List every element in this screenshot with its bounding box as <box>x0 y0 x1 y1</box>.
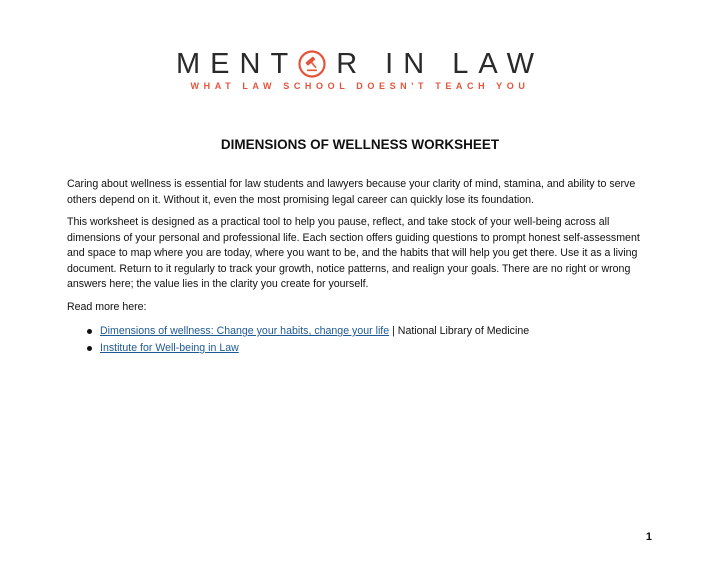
link-source: National Library of Medicine <box>397 325 530 337</box>
page-number: 1 <box>645 531 652 543</box>
gavel-icon <box>298 50 326 78</box>
intro-paragraph: Caring about wellness is essential for law students and lawyers because your clarity of mind, stamina, and ability to serve others depend on it. Without it, even the most promising legal career can quickly lose its foundation. <box>67 178 636 206</box>
logo-text-r: R <box>336 47 368 80</box>
link-separator: | <box>392 325 398 337</box>
logo-text-ment: MENT <box>176 47 299 80</box>
brand-tagline: WHAT LAW SCHOOL DOESN'T TEACH YOU <box>190 81 530 91</box>
document-body <box>67 177 657 357</box>
bullet-icon <box>87 329 92 334</box>
read-more-label: Read more here: <box>67 300 147 313</box>
dimensions-of-wellness-link[interactable]: Dimensions of wellness: Change your habits, change your life <box>100 325 390 337</box>
bullet-icon <box>87 346 92 351</box>
logo-wordmark <box>176 48 544 81</box>
worksheet-description-paragraph: This worksheet is designed as a practical tool to help you pause, reflect, and take stock of your well-being across all dimensions of your personal and professional life. Each section offers guiding questions to prompt honest self-assessment and space to map where you are today, where you want to be, and the habits that will help you get there. Use it as a living document. Return to it regularly to track your growth, notice patterns, and realign your goals. There are no right or wrong answers here; the value lies in the clarity you create for yourself. <box>67 216 640 290</box>
list-item <box>67 323 657 339</box>
logo-text-in-law: IN LAW <box>385 47 544 80</box>
brand-logo <box>0 44 720 84</box>
institute-for-well-being-link[interactable]: Institute for Well-being in Law <box>100 342 239 354</box>
resource-links-list <box>67 323 657 356</box>
page-title: DIMENSIONS OF WELLNESS WORKSHEET <box>220 137 500 152</box>
list-item <box>67 340 657 356</box>
